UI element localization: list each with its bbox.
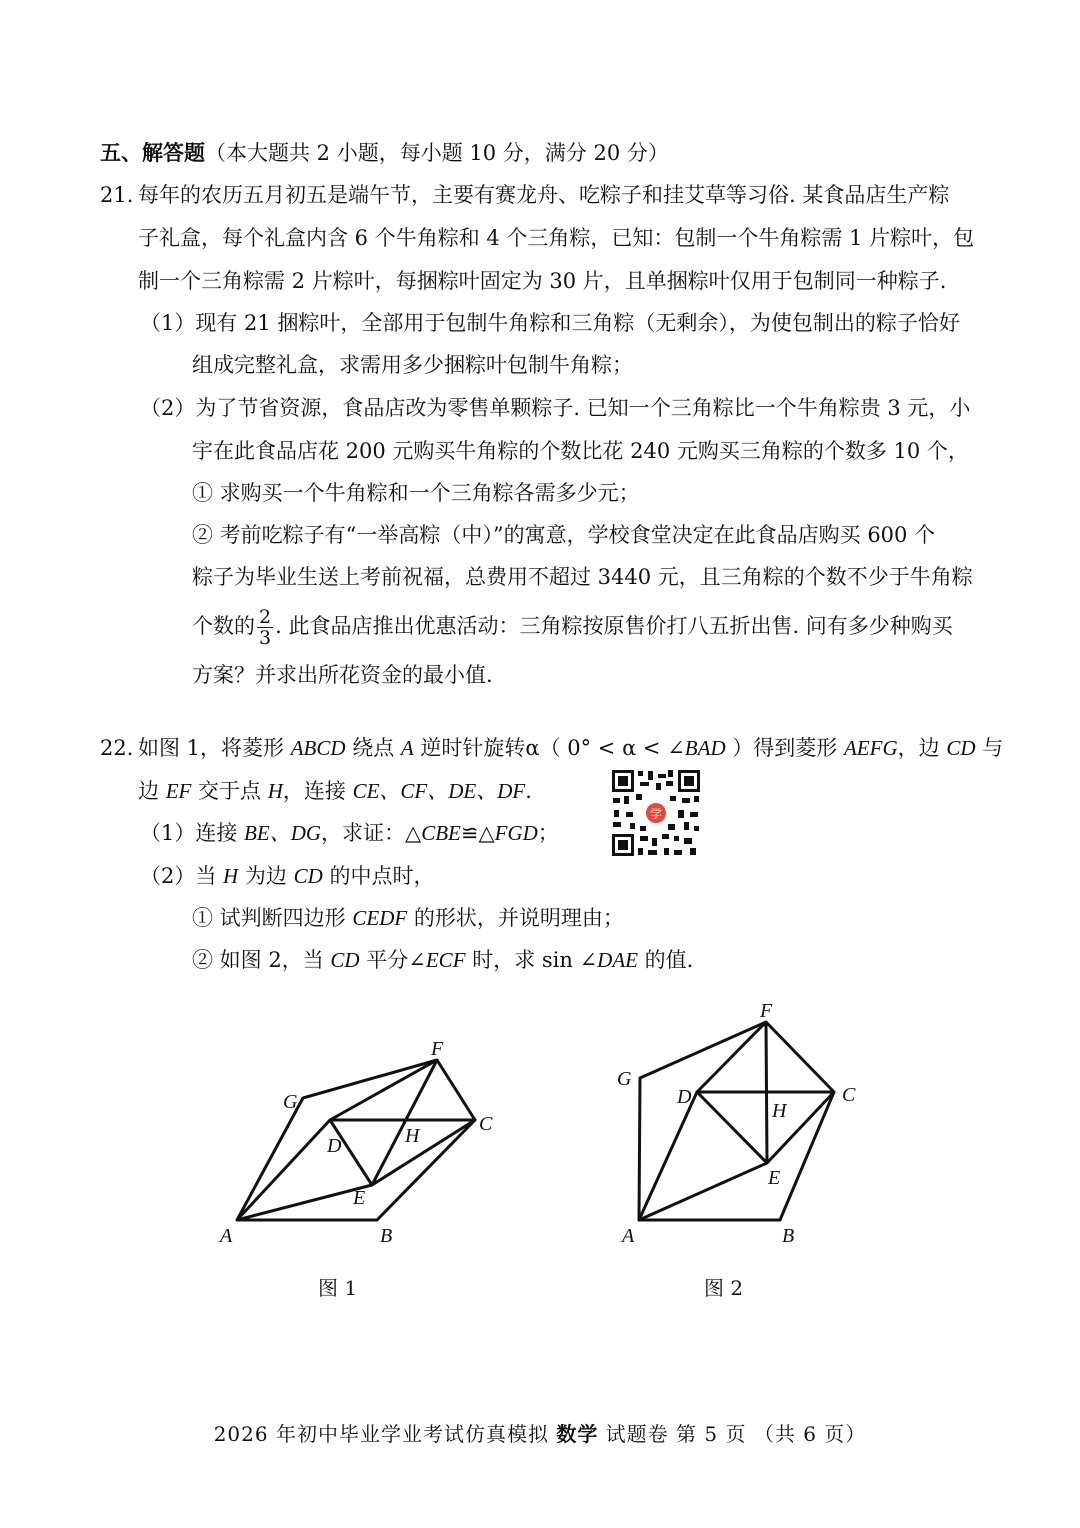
fig1-label-g: G: [283, 1091, 298, 1113]
text: 为边: [238, 864, 294, 888]
fraction-denominator: 3: [259, 627, 272, 649]
math: CD: [293, 864, 323, 888]
fraction-numerator: 2: [259, 606, 272, 628]
text: 边: [138, 779, 166, 803]
figure-1-diagram: [200, 1030, 520, 1250]
q21-part2-sub2-line-3: [192, 602, 953, 650]
text: 逆时针旋转α（ 0° < α < ∠: [413, 736, 685, 760]
fig2-label-a: A: [622, 1225, 635, 1247]
math: CE、CF、DE、DF: [352, 779, 526, 803]
q22-stem-line-1: [138, 733, 1003, 763]
fig2-label-e: E: [768, 1167, 781, 1189]
fig1-label-h: H: [405, 1125, 420, 1147]
q21-stem-line-2: 子礼盒，每个礼盒内含 6 个牛角粽和 4 个三角粽，已知：包制一个牛角粽需 1 片粽叶，包: [138, 226, 975, 250]
q21-part2-sub2-line-4: 方案？并求出所花资金的最小值.: [192, 663, 493, 687]
fig1-label-d: D: [327, 1135, 342, 1157]
q22-stem-line-2: [138, 776, 532, 806]
text: ≌△: [460, 821, 495, 845]
fig2-label-c: C: [842, 1084, 856, 1106]
segment-fc: [766, 1022, 834, 1092]
q21-part2-sub2-line-2: 粽子为毕业生送上考前祝福，总费用不超过 3440 元，且三角粽的个数不少于牛角粽: [192, 565, 973, 589]
fig2-label-g: G: [617, 1068, 632, 1090]
math: DAE: [597, 948, 638, 972]
text: 如图 1，将菱形: [138, 736, 291, 760]
fraction: [257, 607, 273, 648]
rhombus-aefg: [639, 1022, 767, 1220]
math: EF: [165, 779, 192, 803]
rhombus-abcd: [639, 1092, 834, 1220]
math: ABCD: [290, 736, 346, 760]
q22-part1: [140, 818, 559, 848]
section-note: （本大题共 2 小题，每小题 10 分，满分 20 分）: [205, 141, 669, 165]
text: （2）当: [140, 864, 224, 888]
text: 的值.: [638, 948, 694, 972]
q21-fraction-suffix: . 此食品店推出优惠活动：三角粽按原售价打八五折出售. 问有多少种购买: [275, 614, 953, 638]
footer-subject: 数学: [556, 1422, 599, 1446]
q22-part2-sub1: [192, 903, 624, 933]
fig1-label-b: B: [380, 1225, 393, 1247]
math: H: [267, 779, 283, 803]
q21-number: 21.: [100, 183, 134, 207]
q21-stem-line-3: 制一个三角粽需 2 片粽叶，每捆粽叶固定为 30 片，且单捆粽叶仅用于包制同一种粽子.: [138, 269, 947, 293]
fig1-label-c: C: [479, 1113, 493, 1135]
math: BAD: [684, 736, 726, 760]
math: A: [400, 736, 414, 760]
q21-part2-line-1: （2）为了节省资源，食品店改为零售单颗粽子. 已知一个三角粽比一个牛角粽贵 3 元，小: [140, 396, 971, 420]
text: ）得到菱形: [725, 736, 844, 760]
page-footer: [0, 1418, 1080, 1447]
footer-prefix: 2026 年初中毕业学业考试仿真模拟: [213, 1422, 557, 1446]
text: 时，求 sin ∠: [465, 948, 598, 972]
math: CD: [946, 736, 976, 760]
math: FGD: [494, 821, 538, 845]
section-title: 五、解答题: [100, 140, 205, 165]
q22-number: 22.: [100, 736, 134, 760]
q22-part2: [140, 861, 434, 891]
q21-part1-line-2: 组成完整礼盒，求需用多少捆粽叶包制牛角粽；: [192, 353, 633, 377]
q21-part2-line-2: 宇在此食品店花 200 元购买牛角粽的个数比花 240 元购买三角粽的个数多 10 个，: [192, 439, 969, 463]
fig2-label-f: F: [760, 1000, 773, 1022]
fig1-label-a: A: [220, 1225, 233, 1247]
q21-part2-sub2-line-1: ② 考前吃粽子有“一举高粽（中）”的寓意，学校食堂决定在此食品店购买 600 个: [192, 523, 936, 547]
text: ；: [537, 821, 559, 845]
text: ② 如图 2，当: [192, 948, 331, 972]
q21-part1-line-1: （1）现有 21 捆粽叶，全部用于包制牛角粽和三角粽（无剩余），为使包制出的粽子恰好: [140, 311, 960, 335]
fig1-label-f: F: [431, 1038, 444, 1060]
qr-badge-text: 学: [649, 807, 663, 821]
text: 交于点: [191, 779, 268, 803]
text: 的中点时，: [322, 864, 435, 888]
math: CBE: [421, 821, 461, 845]
text: ，边: [897, 736, 947, 760]
segment-de: [697, 1092, 767, 1163]
qr-code-image: [610, 768, 702, 858]
footer-suffix: 试题卷 第 5 页 （共 6 页）: [598, 1422, 867, 1446]
q21-stem-line-1: 每年的农历五月初五是端午节，主要有赛龙舟、吃粽子和挂艾草等习俗. 某食品店生产粽: [138, 183, 950, 207]
fig1-label-e: E: [353, 1187, 366, 1209]
fig2-label-h: H: [772, 1100, 787, 1122]
text: 的形状，并说明理由；: [407, 906, 624, 930]
text: ① 试判断四边形: [192, 906, 353, 930]
text: 与: [975, 736, 1004, 760]
text: （1）连接: [140, 821, 245, 845]
q22-part2-sub2: [192, 945, 693, 975]
section-heading: [100, 138, 669, 168]
text: ，连接: [282, 779, 353, 803]
figure-2-caption: 图 2: [704, 1276, 744, 1300]
math: ECF: [425, 948, 466, 972]
math: H: [223, 864, 239, 888]
fig2-label-d: D: [677, 1086, 692, 1108]
math: AEFG: [843, 736, 898, 760]
segment-fc: [437, 1060, 475, 1120]
text: .: [525, 779, 532, 803]
fig2-label-b: B: [782, 1225, 795, 1247]
segment-df: [697, 1022, 766, 1092]
figure-1-caption: 图 1: [318, 1276, 358, 1300]
q21-part2-sub1: ① 求购买一个牛角粽和一个三角粽各需多少元；: [192, 481, 640, 505]
figure-2-diagram: [600, 995, 870, 1250]
text: 平分∠: [359, 948, 426, 972]
math: BE、DG: [244, 821, 322, 845]
q21-fraction-prefix: 个数的: [192, 614, 255, 638]
text: 绕点: [345, 736, 401, 760]
math: CD: [330, 948, 360, 972]
math: CEDF: [352, 906, 408, 930]
text: ，求证：△: [321, 821, 422, 845]
